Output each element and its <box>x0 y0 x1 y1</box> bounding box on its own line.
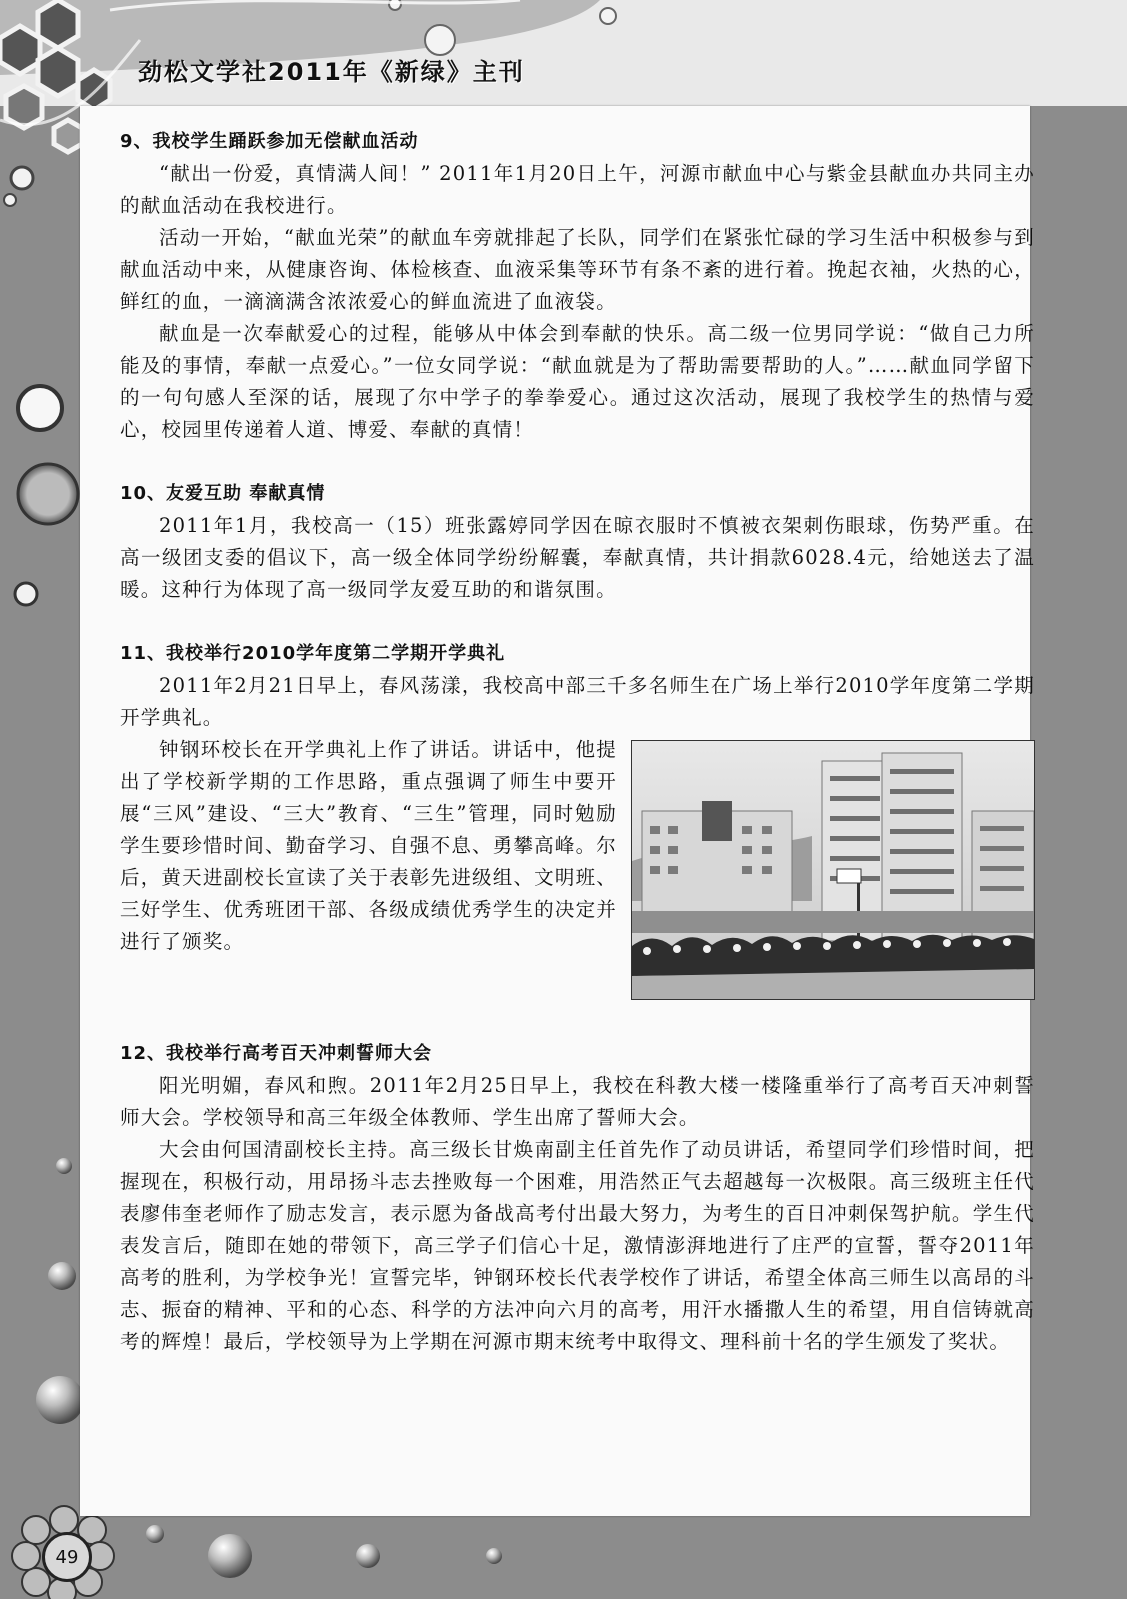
magazine-header-title: 劲松文学社2011年《新绿》主刊 <box>138 58 525 86</box>
section-blood-donation <box>120 126 1035 446</box>
paragraph: 2011年2月21日早上，春风荡漾，我校高中部三千多名师生在广场上举行2010学年度第二学期开学典礼。 <box>120 674 1035 729</box>
section-title: 10、友爱互助 奉献真情 <box>120 483 326 504</box>
paragraph: 阳光明媚，春风和煦。2011年2月25日早上，我校在科教大楼一楼隆重举行了高考百天冲刺誓师大会。学校领导和高三年级全体教师、学生出席了誓师大会。 <box>120 1074 1035 1129</box>
ceremony-photo <box>631 740 1035 1000</box>
paragraph: 大会由何国清副校长主持。高三级长甘焕南副主任首先作了动员讲话，希望同学们珍惜时间，把握现在，积极行动，用昂扬斗志去挫败每一个困难，用浩然正气去超越每一次极限。高三级班主任代表廖伟奎老师作了励志发言，表示愿为备战高考付出最大努力，为考生的百日冲刺保驾护航。学生代表发言后，随即在她的带领下，高三学子们信心十足，激情澎湃地进行了庄严的宣誓，誓夺2011年高考的胜利，为学校争光！宣誓完毕，钟钢环校长代表学校作了讲话，希望全体高三师生以高昂的斗志、振奋的精神、平和的心态、科学的方法冲向六月的高考，用汗水播撒人生的希望，用自信铸就高考的辉煌！最后，学校领导为上学期在河源市期末统考中取得文、理科前十名的学生颁发了奖状。 <box>120 1138 1035 1353</box>
section-title: 9、我校学生踊跃参加无偿献血活动 <box>120 131 419 152</box>
paragraph: “献出一份爱，真情满人间！” 2011年1月20日上午，河源市献血中心与紫金县献血办共同主办的献血活动在我校进行。 <box>120 162 1035 217</box>
campus-photo-image <box>632 741 1034 999</box>
section-title: 11、我校举行2010学年度第二学期开学典礼 <box>120 643 506 664</box>
paragraph: 活动一开始，“献血光荣”的献血车旁就排起了长队，同学们在紧张忙碌的学习生活中积极参与到献血活动中来，从健康咨询、体检核查、血液采集等环节有条不紊的进行着。挽起衣袖，火热的心，鲜红的血，一滴滴满含浓浓爱心的鲜血流进了血液袋。 <box>120 226 1035 313</box>
section-exam-rally <box>120 1038 1035 1358</box>
section-opening-ceremony <box>120 638 1035 1006</box>
paragraph: 献血是一次奉献爱心的过程，能够从中体会到奉献的快乐。高二级一位男同学说：“做自己力所能及的事情，奉献一点爱心。”一位女同学说：“献血就是为了帮助需要帮助的人。”……献血同学留下的一句句感人至深的话，展现了尔中学子的拳拳爱心。通过这次活动，展现了我校学生的热情与爱心，校园里传递着人道、博爱、奉献的真情！ <box>120 322 1035 441</box>
page-number: 49 <box>42 1532 92 1582</box>
section-title: 12、我校举行高考百天冲刺誓师大会 <box>120 1043 433 1064</box>
paragraph: 钟钢环校长在开学典礼上作了讲话。讲话中，他提出了学校新学期的工作思路，重点强调了师生中要开展“三风”建设、“三大”教育、“三生”管理，同时勉励学生要珍惜时间、勤奋学习、自强不息、勇攀高峰。尔后，黄天进副校长宣读了关于表彰先进级组、文明班、三好学生、优秀班团干部、各级成绩优秀学生的决定并进行了颁奖。 <box>120 738 617 953</box>
section-mutual-help <box>120 478 1035 606</box>
paragraph: 2011年1月，我校高一（15）班张露婷同学因在晾衣服时不慎被衣架刺伤眼球，伤势严重。在高一级团支委的倡议下，高一级全体同学纷纷解囊，奉献真情，共计捐款6028.4元，给她送去了温暖。这种行为体现了高一级同学友爱互助的和谐氛围。 <box>120 514 1035 601</box>
article-content <box>120 126 1035 1358</box>
